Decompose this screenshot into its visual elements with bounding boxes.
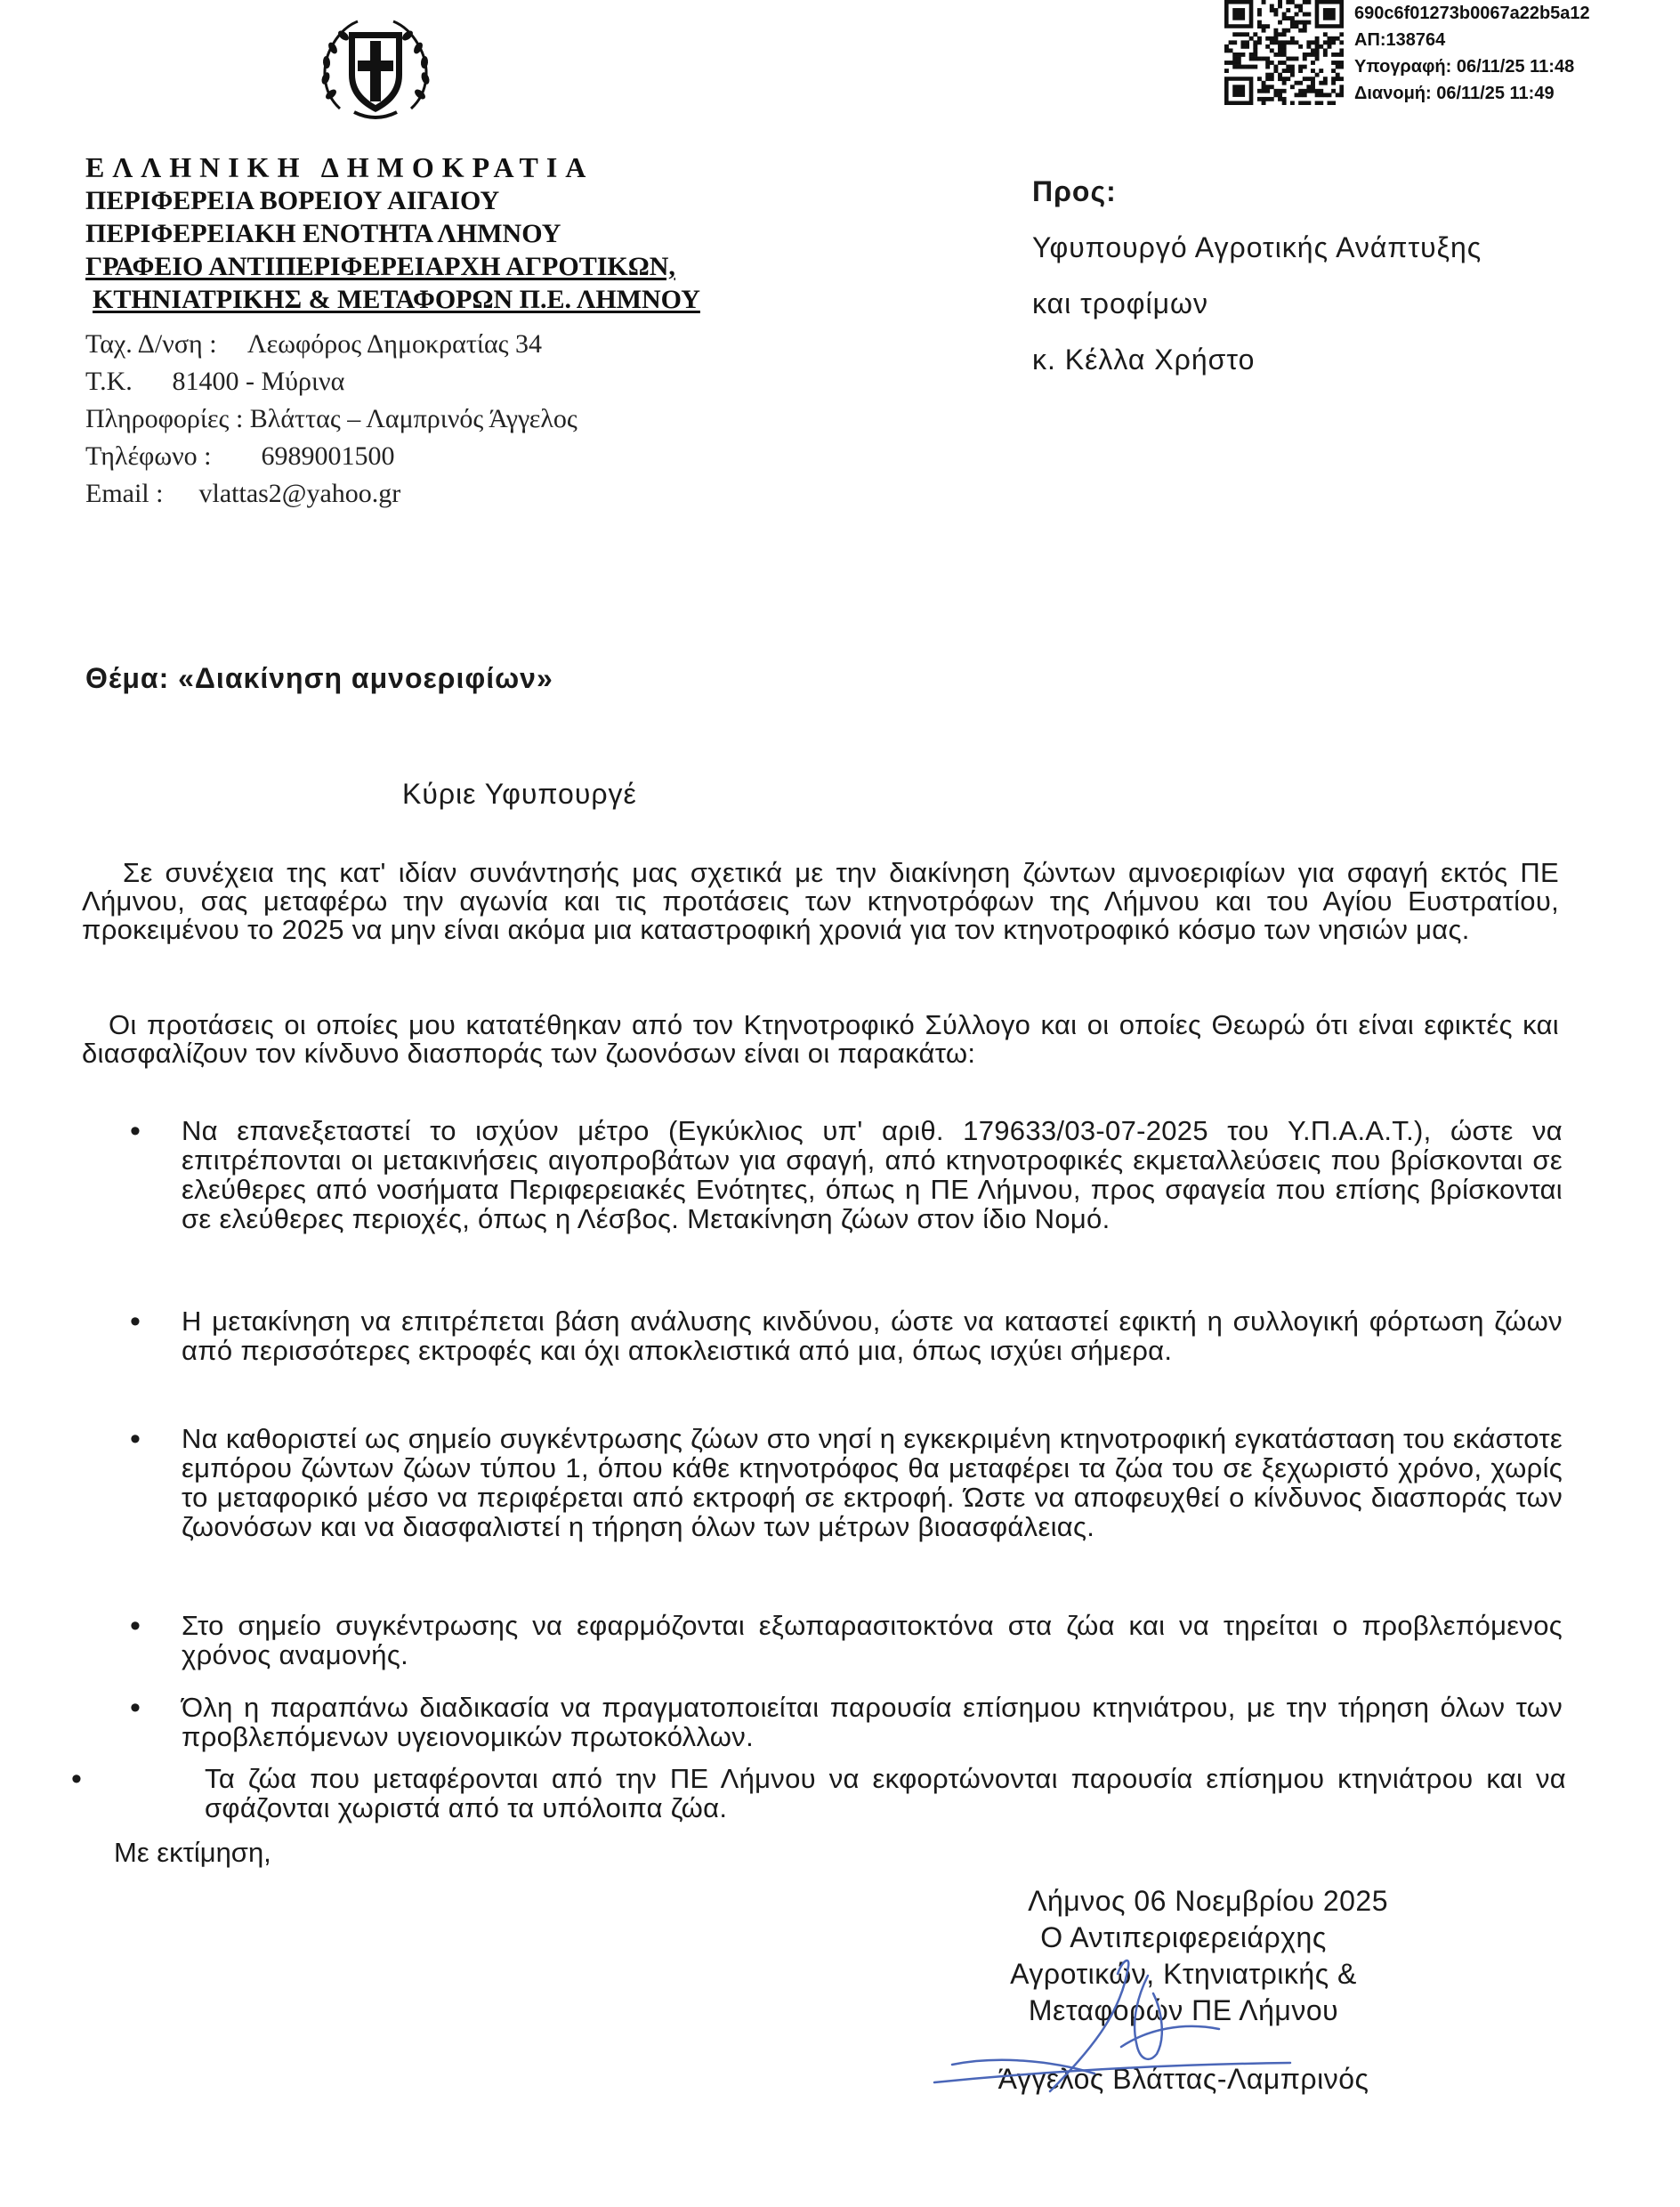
qr-code-icon bbox=[1224, 0, 1344, 105]
closing: Με εκτίμηση, bbox=[114, 1837, 271, 1868]
bullet-icon: • bbox=[130, 1114, 141, 1148]
address-label: Ταχ. Δ/νση : bbox=[85, 329, 217, 359]
recipient-line-2: και τροφίμων bbox=[1032, 287, 1209, 319]
bullet-icon: • bbox=[71, 1762, 82, 1796]
info-label: Πληροφορίες : bbox=[85, 404, 244, 433]
phone-label: Τηλέφωνο : bbox=[85, 441, 212, 471]
bullet-icon: • bbox=[130, 1691, 141, 1725]
recipient-line-1: Υφυπουργό Αγροτικής Ανάπτυξης bbox=[1032, 231, 1482, 263]
address-value: Λεωφόρος Δημοκρατίας 34 bbox=[246, 329, 543, 359]
sender-contacts bbox=[85, 326, 578, 513]
letterhead bbox=[85, 151, 700, 316]
letterhead-region: ΠΕΡΙΦΕΡΕΙΑ ΒΟΡΕΙΟΥ ΑΙΓΑΙΟΥ bbox=[85, 186, 500, 215]
handwritten-signature bbox=[917, 1940, 1397, 2118]
list-item bbox=[130, 1116, 1563, 1233]
email-value: vlattas2@yahoo.gr bbox=[198, 479, 401, 508]
signatory-title-3: Μεταφορών ΠΕ Λήμνου bbox=[1028, 1994, 1339, 2026]
list-item-text: Να καθοριστεί ως σημείο συγκέντρωσης ζώων στο νησί η εγκεκριμένη κτηνοτροφική εγκατάσταση του εκάστοτε εμπόρου ζώντων ζώων τύπου 1, όπου κάθε κτηνοτρόφος θα μεταφέρει τα ζώα του σε ξεχωριστό χρόνο, χωρίς το μεταφορικό μέσο να περιφέρεται από εκτροφή σε εκτροφή. Ώστε να αποφευχθεί ο κίνδυνος διασποράς των ζωονόσων και να διασφαλιστεί η τήρηση όλων των μέτρων βιοασφάλειας. bbox=[182, 1423, 1563, 1542]
recipient bbox=[1032, 164, 1482, 388]
list-item bbox=[130, 1306, 1563, 1365]
info-value: Βλάττας – Λαμπρινός Άγγελος bbox=[249, 404, 578, 433]
recipient-line-3: κ. Κέλλα Χρήστο bbox=[1032, 344, 1256, 376]
bullet-icon: • bbox=[130, 1305, 141, 1338]
greeting: Κύριε Υφυπουργέ bbox=[402, 778, 637, 810]
list-item-text: Η μετακίνηση να επιτρέπεται βάση ανάλυσης κινδύνου, ώστε να καταστεί εφικτή η συλλογική φόρτωση ζώων από περισσότερες εκτροφές και όχι αποκλειστικά από μια, όπως ισχύει σήμερα. bbox=[182, 1306, 1563, 1366]
recipient-label: Προς: bbox=[1032, 175, 1117, 207]
greek-coat-of-arms-icon bbox=[313, 12, 438, 128]
postal-value: 81400 - Μύρινα bbox=[172, 367, 345, 396]
list-item bbox=[130, 1693, 1563, 1751]
email-label: Email : bbox=[85, 479, 164, 508]
phone-value: 6989001500 bbox=[261, 441, 395, 471]
signatory-title-1: Ο Αντιπεριφερειάρχης bbox=[1040, 1921, 1327, 1953]
letterhead-office-cont: ΚΤΗΝΙΑΤΡΙΚΗΣ & ΜΕΤΑΦΟΡΩΝ Π.Ε. ΛΗΜΝΟΥ bbox=[93, 285, 700, 314]
list-item bbox=[130, 1424, 1563, 1541]
body-paragraph-2: Οι προτάσεις οι οποίες μου κατατέθηκαν από τον Κτηνοτροφικό Σύλλογο και οι οποίες Θεωρώ ότι είναι εφικτές και διασφαλίζουν τον κίνδυνο διασποράς των ζωονόσων είναι οι παρακάτω: bbox=[82, 1009, 1559, 1069]
postal-label: Τ.Κ. bbox=[85, 367, 133, 396]
bullet-icon: • bbox=[130, 1609, 141, 1643]
letterhead-office: ΓΡΑΦΕΙΟ ΑΝΤΙΠΕΡΙΦΕΡΕΙΑΡΧΗ ΑΓΡΟΤΙΚΩΝ, bbox=[85, 252, 675, 281]
letter-date: Λήμνος 06 Νοεμβρίου 2025 bbox=[1028, 1885, 1388, 1917]
list-item-text: Στο σημείο συγκέντρωσης να εφαρμόζονται εξωπαρασιτοκτόνα στα ζώα και να τηρείται ο προβλεπόμενος χρόνος αναμονής. bbox=[182, 1610, 1563, 1670]
list-item bbox=[71, 1764, 1566, 1823]
body-paragraph-1: Σε συνέχεια της κατ' ιδίαν συνάντησής μας σχετικά με την διακίνηση ζώντων αμνοεριφίων για σφαγή εκτός ΠΕ Λήμνου, σας μεταφέρω την αγωνία και τις προτάσεις των κτηνοτρόφων της Λήμνου και του Αγίου Ευστρατίου, προκειμένου το 2025 να μην είναι ακόμα μια καταστροφική χρονιά για τον κτηνοτροφικό κόσμο των νησιών μας. bbox=[82, 857, 1559, 945]
letterhead-regional-unit: ΠΕΡΙΦΕΡΕΙΑΚΗ ΕΝΟΤΗΤΑ ΛΗΜΝΟΥ bbox=[85, 219, 561, 248]
signatory-name: Άγγελος Βλάττας-Λαμπρινός bbox=[998, 2063, 1369, 2095]
document-id: 690c6f01273b0067a22b5a12 bbox=[1354, 4, 1590, 23]
digital-stamp bbox=[1354, 0, 1590, 107]
list-item-text: Τα ζώα που μεταφέρονται από την ΠΕ Λήμνου να εκφορτώνονται παρουσία επίσημου κτηνιάτρου και να σφάζονται χωριστά από τα υπόλοιπα ζώα. bbox=[205, 1763, 1566, 1823]
list-item bbox=[130, 1611, 1563, 1669]
subject: Θέμα: «Διακίνηση αμνοεριφίων» bbox=[85, 662, 553, 694]
distribution-timestamp: Διανομή: 06/11/25 11:49 bbox=[1354, 84, 1555, 103]
list-item-text: Όλη η παραπάνω διαδικασία να πραγματοποιείται παρουσία επίσημου κτηνιάτρου, με την τήρηση όλων των προβλεπόμενων υγειονομικών πρωτοκόλλων. bbox=[182, 1692, 1563, 1752]
signed-timestamp: Υπογραφή: 06/11/25 11:48 bbox=[1354, 57, 1575, 77]
list-item-text: Να επανεξεταστεί το ισχύον μέτρο (Εγκύκλιος υπ' αριθ. 179633/03-07-2025 του Υ.Π.Α.Α.Τ.), ώστε να επιτρέπονται οι μετακινήσεις αιγοπροβάτων για σφαγή, από κτηνοτροφικές εκμεταλλεύσεις που βρίσκονται σε ελεύθερες από νοσήματα Περιφερειακές Ενότητες, όπως η ΠΕ Λήμνου, προς σφαγεία που επίσης βρίσκονται σε ελεύθερες περιοχές, όπως η Λέσβος. Μετακίνηση ζώων στον ίδιο Νομό. bbox=[182, 1115, 1563, 1234]
signatory-title-2: Αγροτικών, Κτηνιατρικής & bbox=[1010, 1958, 1357, 1990]
letterhead-republic: ΕΛΛΗΝΙΚΗ ΔΗΜΟΚΡΑΤΙΑ bbox=[85, 151, 594, 183]
protocol-number: ΑΠ:138764 bbox=[1354, 30, 1446, 50]
bullet-icon: • bbox=[130, 1422, 141, 1456]
